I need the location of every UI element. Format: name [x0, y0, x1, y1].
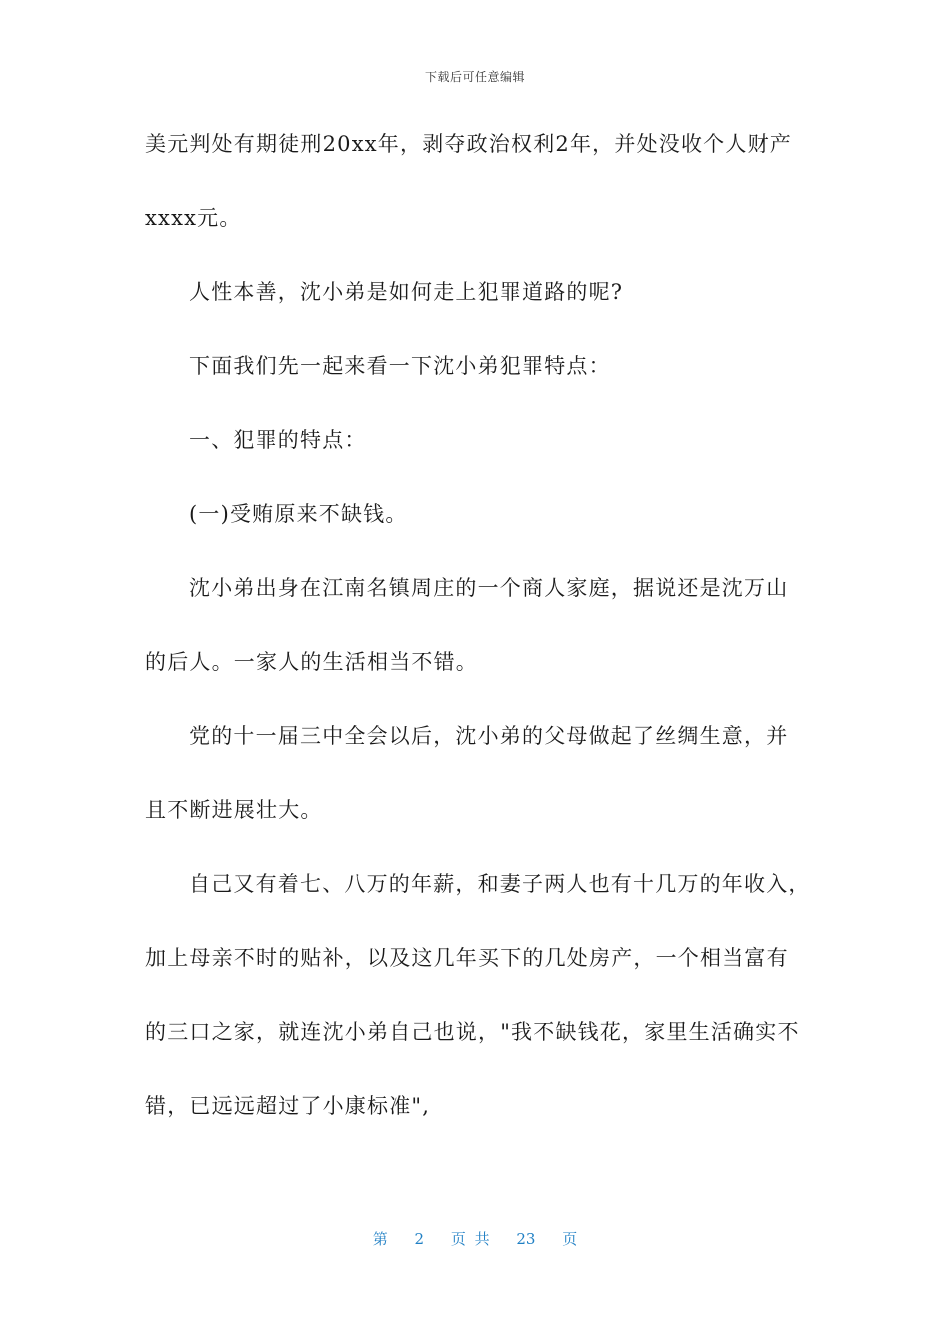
paragraph-line: 人性本善，沈小弟是如何走上犯罪道路的呢? — [189, 280, 624, 304]
page-footer — [0, 1228, 950, 1249]
footer-middle: 页 共 — [450, 1230, 490, 1248]
page-header: 下载后可任意编辑 — [424, 70, 525, 84]
paragraph-line: 党的十一届三中全会以后，沈小弟的父母做起了丝绸生意，并 — [189, 724, 789, 748]
footer-total-pages: 23 — [516, 1230, 536, 1248]
footer-prefix: 第 — [372, 1230, 388, 1248]
paragraph-line: 的后人。一家人的生活相当不错。 — [145, 650, 478, 674]
paragraph-line: 自己又有着七、八万的年薪，和妻子两人也有十几万的年收入， — [189, 872, 811, 896]
paragraph-line: 错，已远远超过了小康标准", — [145, 1094, 431, 1118]
paragraph-line: 沈小弟出身在江南名镇周庄的一个商人家庭，据说还是沈万山 — [189, 576, 789, 600]
paragraph-line: 下面我们先一起来看一下沈小弟犯罪特点： — [189, 354, 611, 378]
footer-current-page: 2 — [414, 1230, 425, 1248]
subsection-heading: (一)受贿原来不缺钱。 — [189, 502, 408, 526]
document-body — [145, 118, 810, 1154]
paragraph-line: xxxx元。 — [145, 206, 242, 230]
paragraph-line: 的三口之家，就连沈小弟自己也说，"我不缺钱花，家里生活确实不 — [145, 1020, 800, 1044]
paragraph-line: 加上母亲不时的贴补，以及这几年买下的几处房产，一个相当富有 — [145, 946, 789, 970]
paragraph-line: 美元判处有期徒刑20xx年，剥夺政治权利2年，并处没收个人财产 — [145, 132, 792, 156]
paragraph-line: 且不断进展壮大。 — [145, 798, 323, 822]
section-heading: 一、犯罪的特点： — [189, 428, 367, 452]
footer-suffix: 页 — [562, 1230, 578, 1248]
